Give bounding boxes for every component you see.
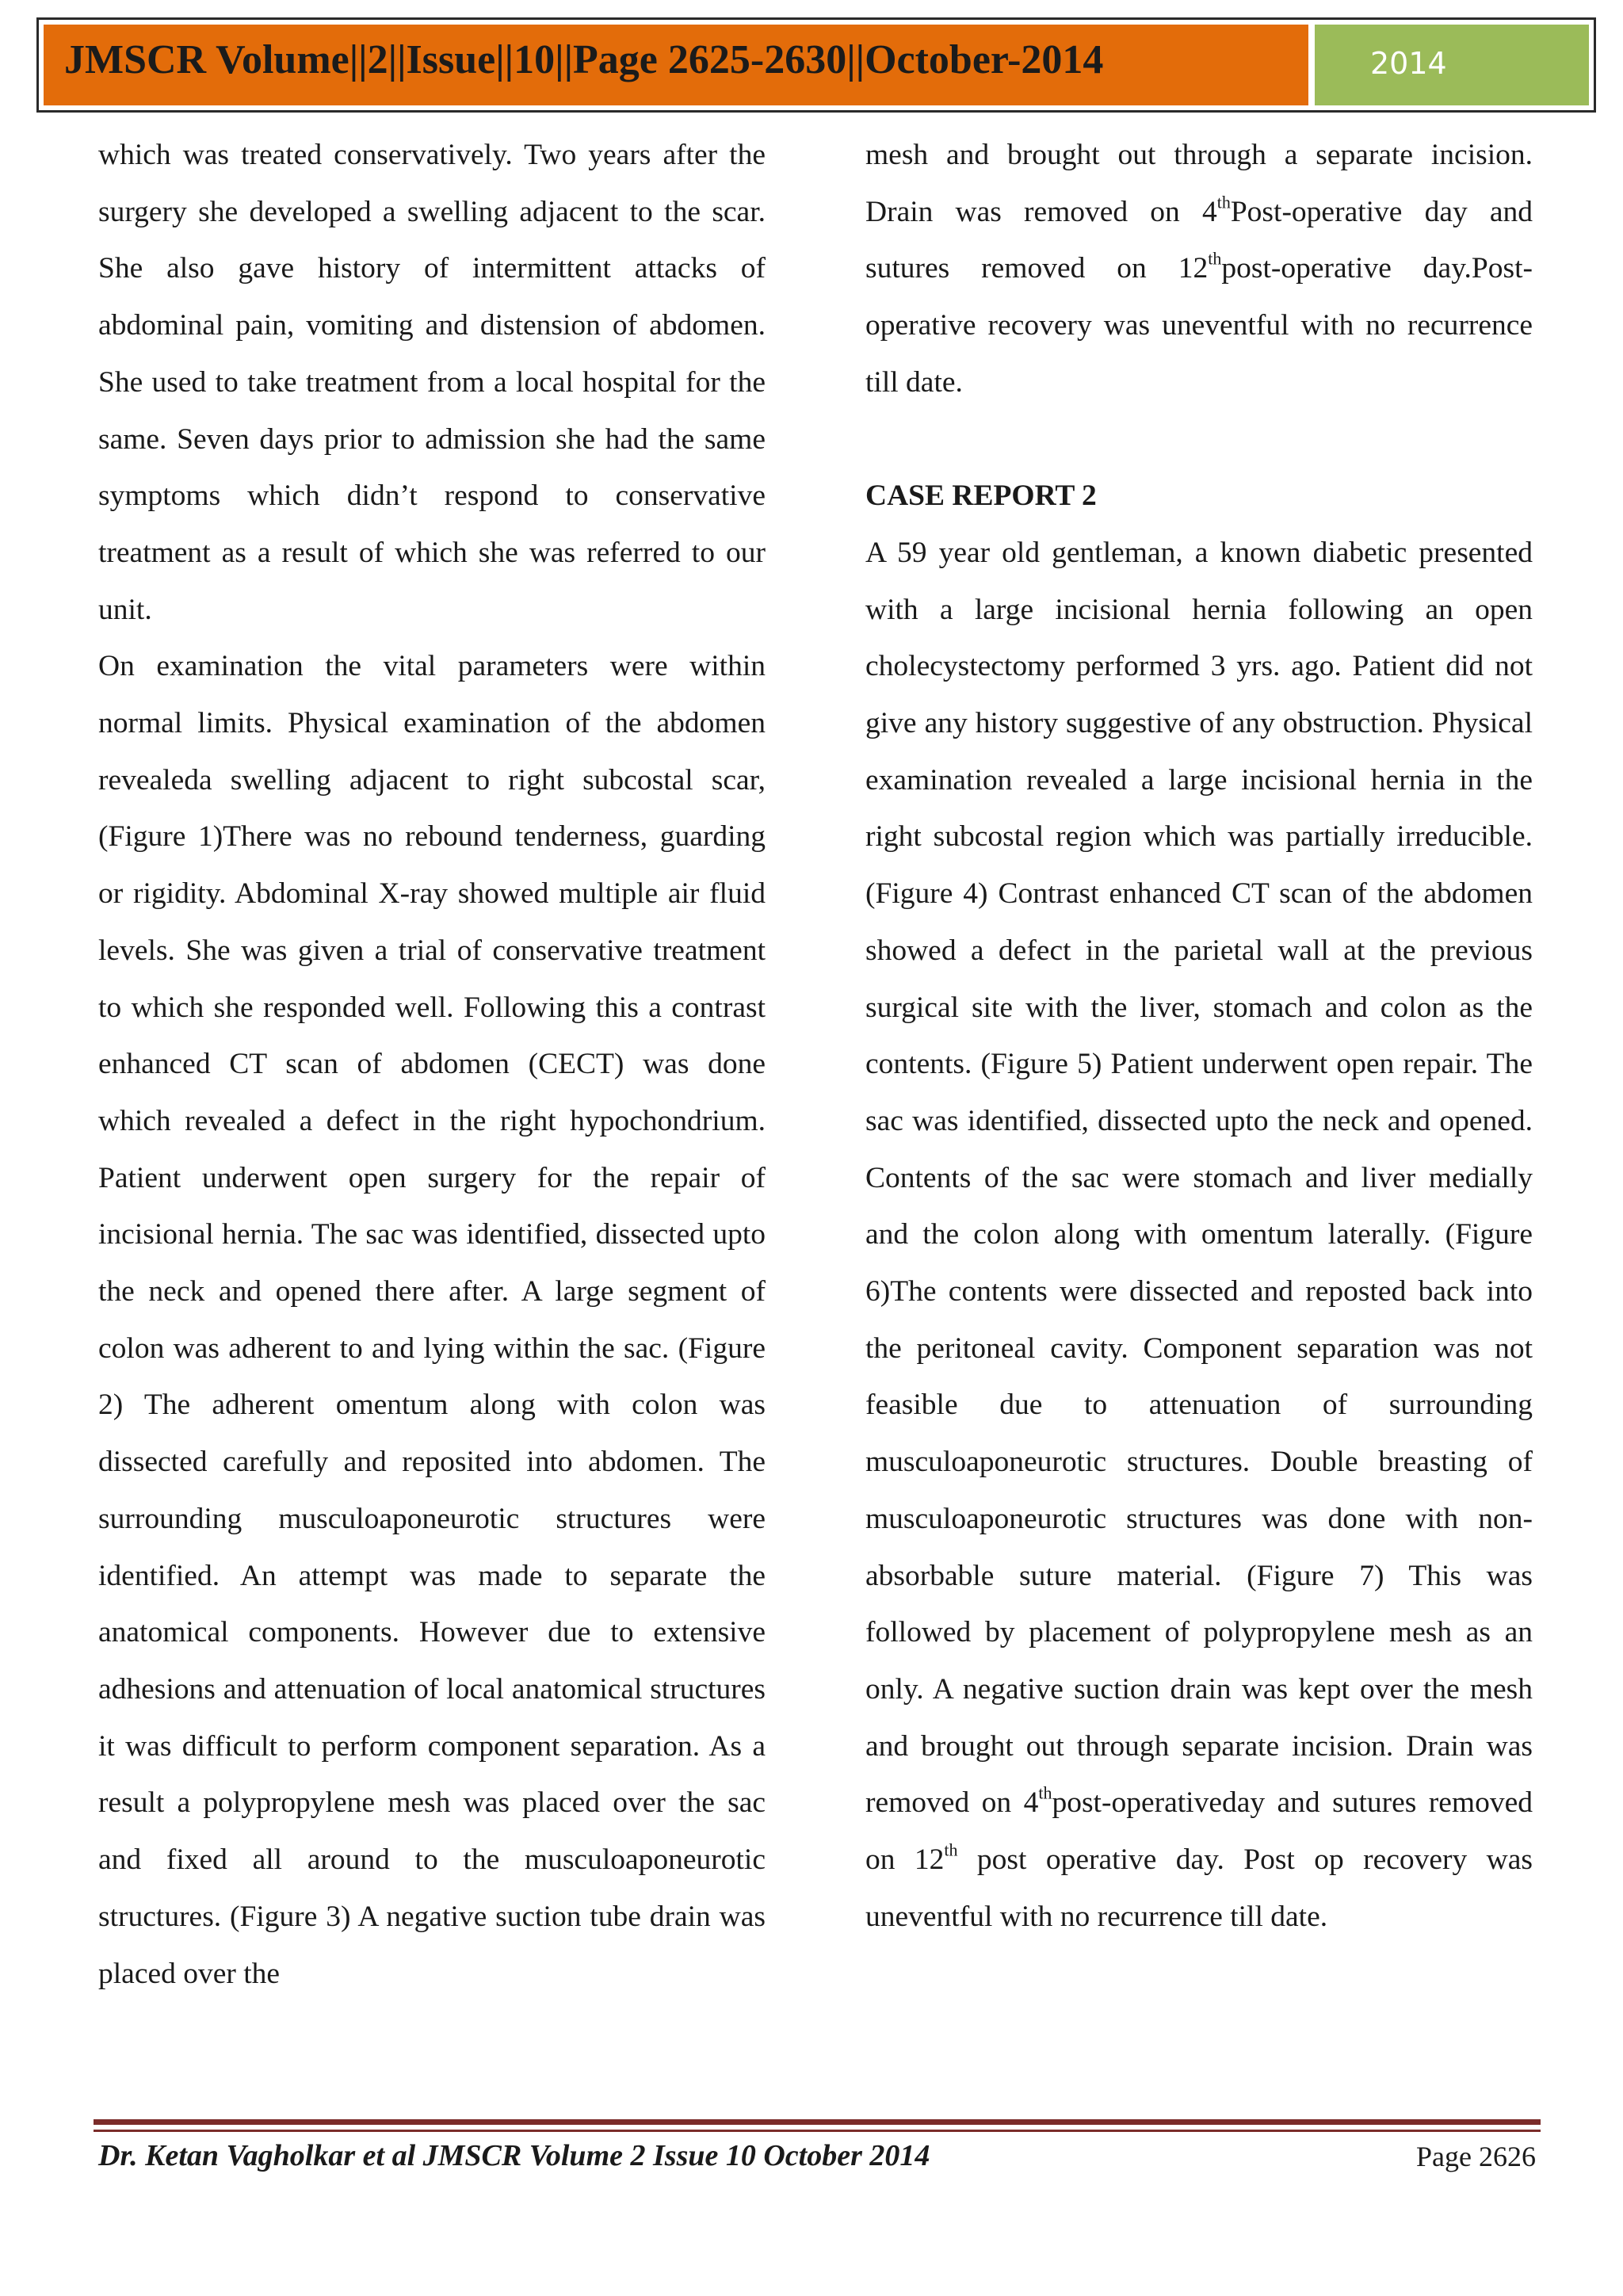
- text-run: Post-operative day and sutures removed on 12: [865, 195, 1533, 285]
- superscript: th: [1038, 1782, 1052, 1803]
- right-paragraph-2: [865, 525, 1533, 1946]
- journal-header: [36, 17, 1596, 113]
- header-title-box: [44, 25, 1308, 105]
- section-heading-case-report-2: CASE REPORT 2: [865, 479, 1097, 513]
- right-column: [865, 127, 1533, 1945]
- paragraph-spacer: [865, 411, 1533, 468]
- header-year: 2014: [1370, 46, 1447, 81]
- right-paragraph-1: [865, 127, 1533, 411]
- left-paragraph-1: which was treated conservatively. Two years after the surgery she developed a swelling adjacent to the scar. She also gave history of intermittent attacks of abdominal pain, vomiting and distension of abdomen. She used to take treatment from a local hospital for the same. Seven days prior to admission she had the same symptoms which didn’t respond to conservative treatment as a result of which she was referred to our unit.: [98, 139, 766, 626]
- superscript: th: [944, 1839, 958, 1860]
- header-title: JMSCR Volume||2||Issue||10||Page 2625-2630||October-2014: [64, 36, 1104, 82]
- footer-page-number: Page 2626: [1416, 2141, 1536, 2172]
- superscript: th: [1208, 248, 1222, 269]
- text-run: post operative day. Post op recovery was uneventful with no recurrence till date.: [865, 1843, 1533, 1933]
- footer-rule-thick: [94, 2119, 1541, 2125]
- text-run: mesh and brought out through a separate incision. Drain was removed on 4: [865, 139, 1533, 228]
- footer-rule-thin: [94, 2130, 1541, 2132]
- footer-citation: Dr. Ketan Vagholkar et al JMSCR Volume 2 Issue 10 October 2014: [98, 2139, 930, 2172]
- superscript: th: [1216, 192, 1231, 212]
- text-run: post-operativeday and sutures removed on 12: [865, 1786, 1533, 1877]
- text-run: post-operative day.Post-operative recovery was uneventful with no recurrence till date.: [865, 252, 1533, 399]
- left-column: [98, 127, 766, 2002]
- text-run: A 59 year old gentleman, a known diabetic presented with a large incisional hernia following an open cholecystectomy performed 3 yrs. ago. Patient did not give any history suggestive of any obstruction. Physical examination revealed a large incisional hernia in the right subcostal region which was partially irreducible. (Figure 4) Contrast enhanced CT scan of the abdomen showed a defect in the parietal wall at the previous surgical site with the liver, stomach and colon as the contents. (Figure 5) Patient underwent open repair. The sac was identified, dissected upto the neck and opened. Contents of the sac were stomach and liver medially and the colon along with omentum laterally. (Figure 6)The contents were dissected and reposted back into the peritoneal cavity. Component separation was not feasible due to attenuation of surrounding musculoaponeurotic structures. Double breasting of musculoaponeurotic structures was done with non-absorbable suture material. (Figure 7) This was followed by placement of polypropylene mesh as an only. A negative suction drain was kept over the mesh and brought out through separate incision. Drain was removed on 4: [865, 536, 1533, 1820]
- left-paragraph-2: On examination the vital parameters were within normal limits. Physical examination of the abdomen revealeda swelling adjacent to right subcostal scar, (Figure 1)There was no rebound tenderness, guarding or rigidity. Abdominal X-ray showed multiple air fluid levels. She was given a trial of conservative treatment to which she responded well. Following this a contrast enhanced CT scan of abdomen (CECT) was done which revealed a defect in the right hypochondrium. Patient underwent open surgery for the repair of incisional hernia. The sac was identified, dissected upto the neck and opened there after. A large segment of colon was adherent to and lying within the sac. (Figure 2) The adherent omentum along with colon was dissected carefully and reposited into abdomen. The surrounding musculoaponeurotic structures were identified. An attempt was made to separate the anatomical components. However due to extensive adhesions and attenuation of local anatomical structures it was difficult to perform component separation. As a result a polypropylene mesh was placed over the sac and fixed all around to the musculoaponeurotic structures. (Figure 3) A negative suction tube drain was placed over the: [98, 650, 766, 1990]
- header-year-box: [1315, 25, 1589, 105]
